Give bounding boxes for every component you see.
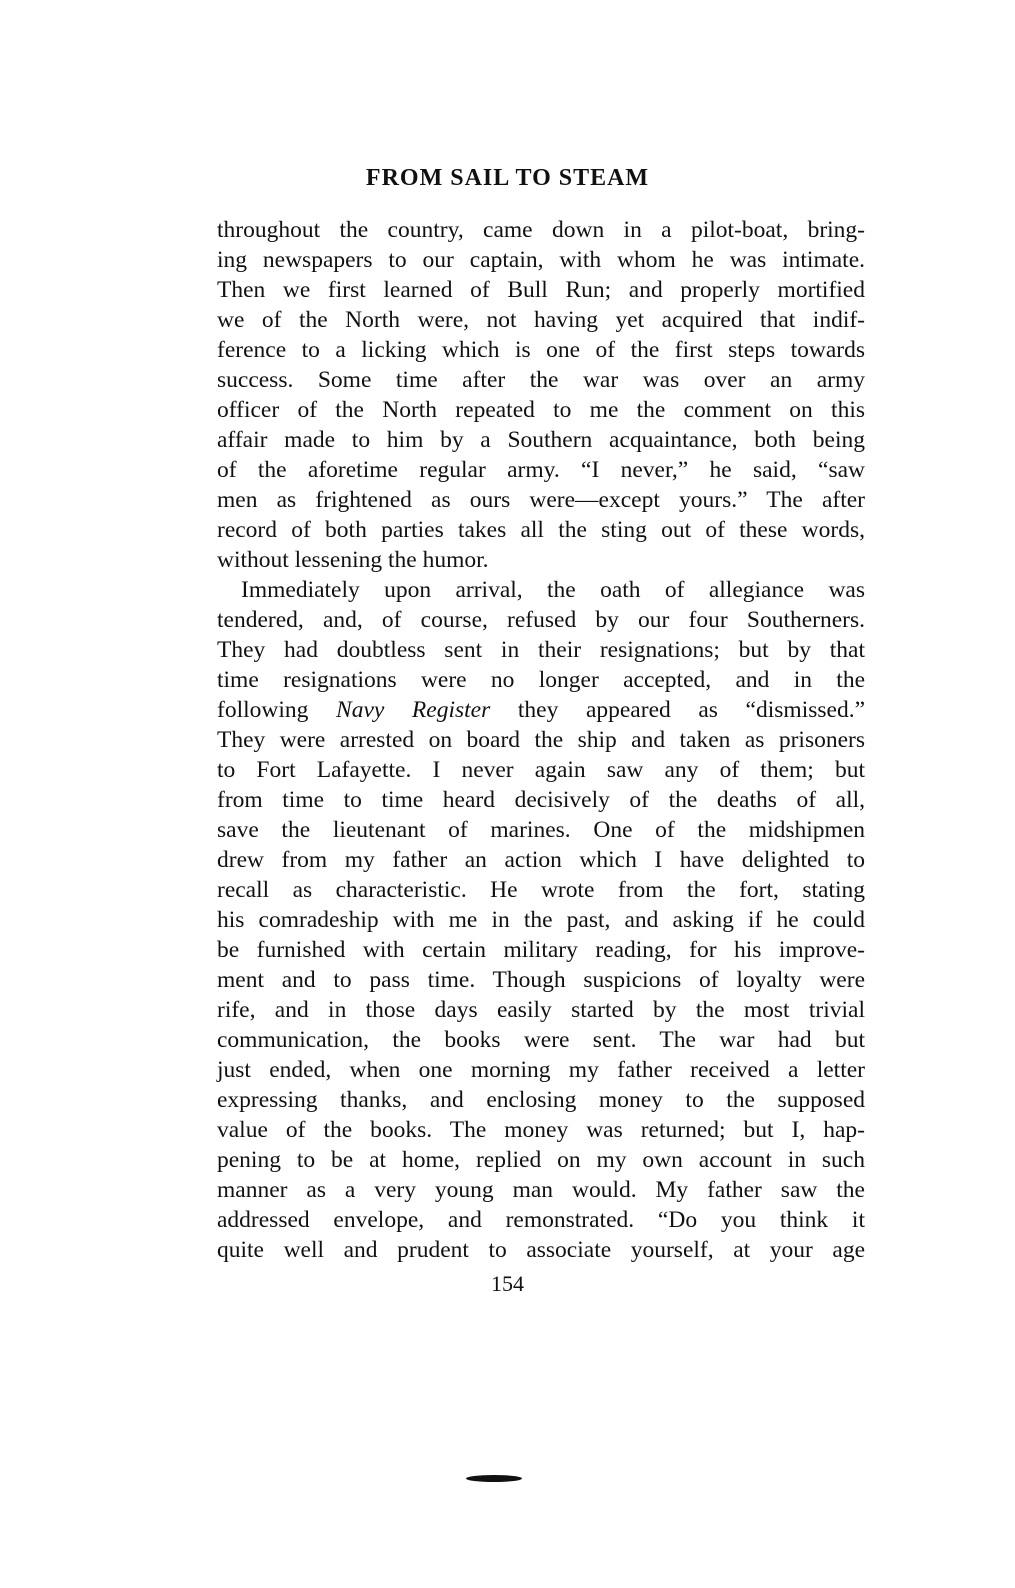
text-line: be furnished with certain military reading, for his improve-: [217, 937, 865, 963]
text-line: They were arrested on board the ship and taken as prisoners: [217, 727, 865, 753]
text-line: his comradeship with me in the past, and asking if he could: [217, 907, 865, 933]
italic-title: Navy Register: [336, 697, 491, 723]
text-line: Then we first learned of Bull Run; and properly mortified: [217, 277, 865, 303]
text-line: expressing thanks, and enclosing money to the supposed: [217, 1087, 865, 1113]
text-line: men as frightened as ours were—except yours.” The after: [217, 487, 865, 513]
text-line: save the lieutenant of marines. One of the midshipmen: [217, 817, 865, 843]
text-line: ference to a licking which is one of the first steps towards: [217, 337, 865, 363]
text-line: rife, and in those days easily started by the most trivial: [217, 997, 865, 1023]
text-line: pening to be at home, replied on my own account in such: [217, 1147, 865, 1173]
text-line: record of both parties takes all the sting out of these words,: [217, 517, 865, 543]
text-line: from time to time heard decisively of the deaths of all,: [217, 787, 865, 813]
text-line-with-italic: [217, 695, 865, 725]
text-line: time resignations were no longer accepted, and in the: [217, 667, 865, 693]
text-line: manner as a very young man would. My father saw the: [217, 1177, 865, 1203]
text-line: ing newspapers to our captain, with whom he was intimate.: [217, 247, 865, 273]
line-text-before: following: [217, 697, 337, 723]
text-line: addressed envelope, and remonstrated. “Do you think it: [217, 1207, 865, 1233]
text-line: throughout the country, came down in a pilot-boat, bring-: [217, 217, 865, 243]
body-text: [217, 215, 865, 1265]
running-title: FROM SAIL TO STEAM: [365, 165, 650, 191]
text-line: recall as characteristic. He wrote from the fort, stating: [217, 877, 865, 903]
text-line: quite well and prudent to associate yourself, at your age: [217, 1237, 865, 1263]
paragraph-start-line: Immediately upon arrival, the oath of allegiance was: [241, 577, 865, 603]
text-line: officer of the North repeated to me the comment on this: [217, 397, 865, 423]
text-line: just ended, when one morning my father received a letter: [217, 1057, 865, 1083]
text-line: tendered, and, of course, refused by our four Southerners.: [217, 607, 865, 633]
text-line: to Fort Lafayette. I never again saw any of them; but: [217, 757, 865, 783]
text-line: They had doubtless sent in their resignations; but by that: [217, 637, 865, 663]
text-line: drew from my father an action which I have delighted to: [217, 847, 865, 873]
text-line: of the aforetime regular army. “I never,” he said, “saw: [217, 457, 865, 483]
line-text-after: they appeared as “dismissed.”: [490, 697, 866, 723]
ink-smudge: [466, 1475, 522, 1482]
text-line: success. Some time after the war was over an army: [217, 367, 865, 393]
paragraph-end-line: without lessening the humor.: [217, 547, 489, 573]
text-line: affair made to him by a Southern acquaintance, both being: [217, 427, 865, 453]
text-line: communication, the books were sent. The war had but: [217, 1027, 865, 1053]
text-line: ment and to pass time. Though suspicions of loyalty were: [217, 967, 865, 993]
text-line: we of the North were, not having yet acquired that indif-: [217, 307, 865, 333]
page-number: 154: [491, 1271, 524, 1296]
text-line: value of the books. The money was returned; but I, hap-: [217, 1117, 865, 1143]
